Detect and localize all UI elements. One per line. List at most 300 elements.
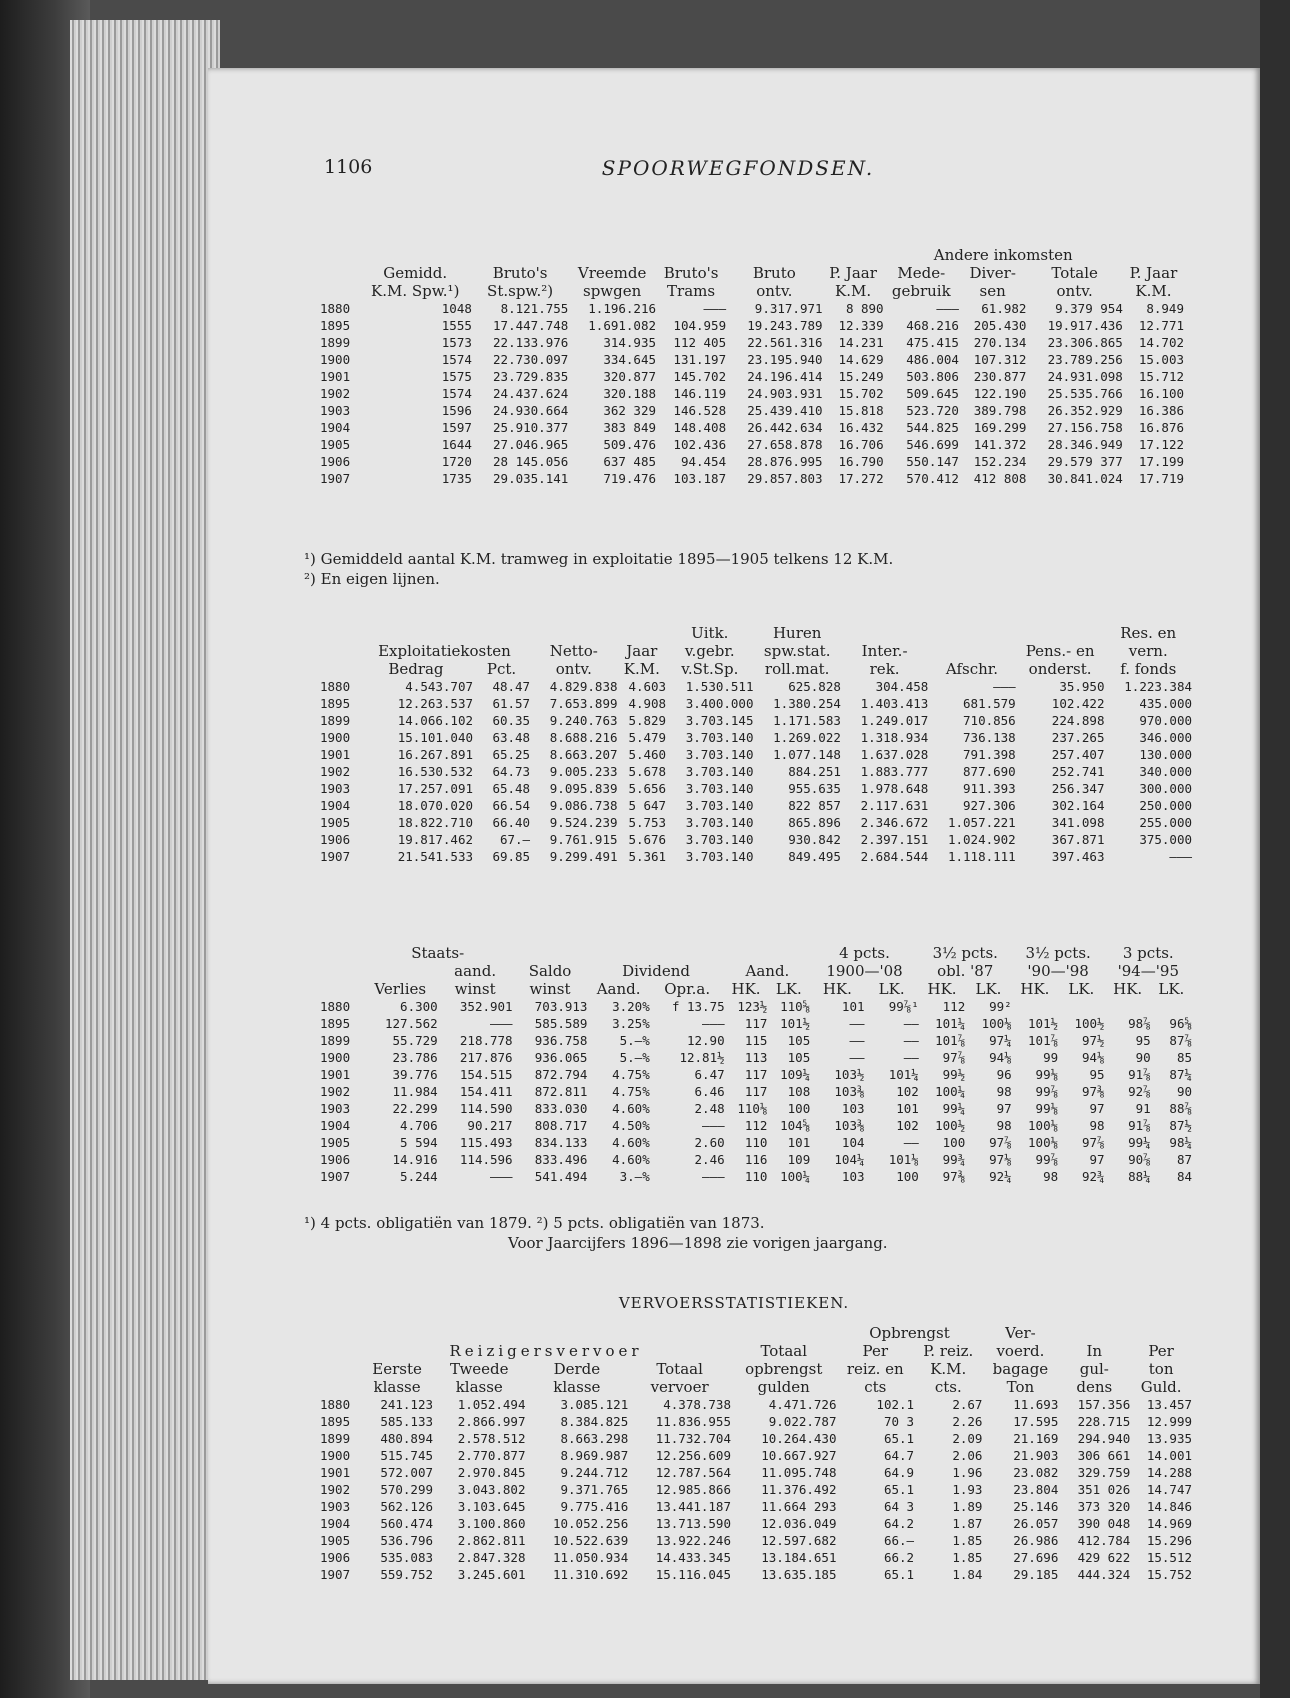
table-cell: 14.001 (1146, 1448, 1192, 1463)
table-cell: 97⅞ (942, 1050, 966, 1065)
table-cell: 12.999 (1146, 1414, 1192, 1429)
table-header-row (320, 282, 1184, 300)
year-cell: 1895 (320, 1016, 351, 1031)
table-cell: ——— (702, 1016, 725, 1031)
table-cell: 11.050.934 (552, 1550, 629, 1565)
table-cell: 17.257.091 (397, 781, 473, 796)
table-cell: 3.703.140 (685, 781, 754, 796)
year-cell: 1903 (320, 403, 351, 418)
table-cell: 1.530.511 (685, 679, 754, 694)
table-cell: 105 (787, 1033, 811, 1048)
table-cell: 2.60 (694, 1135, 725, 1150)
table-cell: 27.658.878 (747, 437, 823, 452)
table-cell: 101⅞ (1028, 1033, 1059, 1048)
table-cell: 98 (996, 1118, 1012, 1133)
header-cell: v.gebr. (684, 642, 735, 660)
table-cell: 19.243.789 (747, 318, 823, 333)
table-row (320, 1151, 1192, 1168)
table-cell: 257.407 (1051, 747, 1105, 762)
year-cell: 1905 (320, 1533, 351, 1548)
table-row (320, 351, 1184, 368)
table-cell: 4.543.707 (405, 679, 473, 694)
table-cell: 302.164 (1051, 798, 1105, 813)
table-cell: 95 (1135, 1033, 1151, 1048)
table-cell: 585.133 (380, 1414, 434, 1429)
table-cell: 25.146 (1013, 1499, 1059, 1514)
year-cell: 1899 (320, 1033, 351, 1048)
header-cell: Bruto (752, 264, 796, 282)
table-cell: 99½ (942, 1067, 966, 1082)
table-cell: 3.703.140 (685, 815, 754, 830)
table-cell: 1720 (441, 454, 472, 469)
table-cell: 92¼ (989, 1169, 1012, 1184)
table-cell: 69.85 (492, 849, 531, 864)
table-header-row (320, 1378, 1192, 1396)
table-cell: 5.829 (628, 713, 667, 728)
table-cell: 101 (787, 1135, 811, 1150)
header-cell: HK. (822, 980, 852, 998)
table-cell: 10.052.256 (552, 1516, 629, 1531)
table-cell (1058, 998, 1104, 1015)
header-cell: Inter.- (861, 642, 908, 660)
header-cell: 1900—'08 (826, 962, 903, 980)
table-cell: 96 (996, 1067, 1012, 1082)
header-cell: winst (529, 980, 571, 998)
table-cell: ——— (936, 301, 959, 316)
table-header-row (320, 1342, 1192, 1360)
table-cell: 681.579 (963, 696, 1016, 711)
table-row (320, 1083, 1192, 1100)
table-cell: —— (903, 1050, 919, 1065)
header-cell: sen (979, 282, 1006, 300)
table-cell: 97¼ (989, 1033, 1012, 1048)
table-cell: 3.703.140 (685, 798, 754, 813)
table-cell: 102 (896, 1118, 919, 1133)
table-cell: 104¼ (834, 1152, 865, 1167)
table-cell: 97⅜ (1082, 1084, 1105, 1099)
table-cell: 1.118.111 (947, 849, 1016, 864)
table-cell: 97 (1089, 1101, 1105, 1116)
table-cell: 475.415 (906, 335, 959, 350)
table-row (320, 1015, 1192, 1032)
table-cell: 17.595 (1013, 1414, 1059, 1429)
page-edges (70, 20, 220, 1680)
footnote: ¹) 4 pcts. obligatiën van 1879. ²) 5 pcts. obligatiën van 1873. (304, 1214, 765, 1232)
table-cell: 15.818 (838, 403, 884, 418)
header-cell: Vreemde (577, 264, 647, 282)
table-header-row (320, 1360, 1192, 1378)
table-cell: 2.866.997 (457, 1414, 526, 1429)
table-cell: 389.798 (973, 403, 1027, 418)
table-cell: 241.123 (380, 1397, 434, 1412)
table-cell: 15.101.040 (397, 730, 473, 745)
table-cell: 8.949 (1146, 301, 1184, 316)
header-cell: Uitk. (691, 624, 729, 642)
year-cell: 1907 (320, 1169, 351, 1184)
header-cell: K.M. (835, 282, 872, 300)
header-cell: St.spw.²) (487, 282, 554, 300)
header-cell: P. Jaar (829, 264, 877, 282)
table-cell: 1574 (441, 352, 472, 367)
table-cell: 5.678 (628, 764, 667, 779)
table-cell: 15.116.045 (655, 1567, 731, 1582)
header-cell: Netto- (549, 642, 598, 660)
table-cell: 113 (744, 1050, 768, 1065)
year-cell: 1904 (320, 1118, 351, 1133)
header-cell: Saldo (528, 962, 572, 980)
header-cell (320, 980, 363, 998)
table-cell: 95 (1089, 1067, 1105, 1082)
header-cell: onderst. (1028, 660, 1092, 678)
table-header-row (320, 944, 1192, 962)
table-cell: 8 890 (845, 301, 884, 316)
table-cell: 15.296 (1146, 1533, 1192, 1548)
header-cell: Afschr. (945, 660, 999, 678)
year-cell: 1904 (320, 798, 351, 813)
table-cell: 27.156.758 (1047, 420, 1123, 435)
table-cell: 87½ (1169, 1118, 1192, 1133)
year-cell: 1899 (320, 1431, 351, 1446)
header-cell: 3½ pcts. (932, 944, 998, 962)
table-cell: 1.171.583 (773, 713, 841, 728)
table-cell: 367.871 (1051, 832, 1105, 847)
table-cell: 390 048 (1077, 1516, 1131, 1531)
table-cell: 3.703.140 (685, 747, 754, 762)
table-cell: 1.269.022 (773, 730, 841, 745)
table-cell: 15.512 (1146, 1550, 1192, 1565)
table-cell: 13.635.185 (761, 1567, 837, 1582)
table-cell: 412 808 (973, 471, 1027, 486)
table-cell: 28.876.995 (747, 454, 823, 469)
table-cell: 865.896 (788, 815, 841, 830)
header-cell: Trams (667, 282, 716, 300)
table-header-row (320, 962, 1192, 980)
year-cell: 1907 (320, 471, 351, 486)
table-cell: 509.476 (603, 437, 656, 452)
year-cell: 1895 (320, 696, 351, 711)
table-cell: 109¼ (780, 1067, 811, 1082)
table-cell: 15.249 (838, 369, 884, 384)
table-cell: 12.597.682 (761, 1533, 837, 1548)
table-cell: 19.917.436 (1047, 318, 1123, 333)
table-cell: 1.89 (952, 1499, 983, 1514)
table-cell: 70 3 (883, 1414, 915, 1429)
table-cell: 87⅞ (1169, 1033, 1192, 1048)
header-cell: Per (862, 1342, 888, 1360)
table-row (320, 368, 1184, 385)
table-cell: 104 (841, 1135, 865, 1150)
table-cell: 1555 (441, 318, 472, 333)
table-cell: 13.922.246 (655, 1533, 731, 1548)
header-cell: gulden (757, 1378, 810, 1396)
header-cell (320, 660, 359, 678)
table-cell: 320.877 (603, 369, 656, 384)
table-cell: 98⅞ (1128, 1016, 1151, 1031)
table-cell: 117 (744, 1084, 768, 1099)
table-cell: 8.384.825 (560, 1414, 629, 1429)
table-cell: 5 594 (400, 1135, 438, 1150)
year-cell: 1905 (320, 815, 351, 830)
header-cell: bagage (992, 1360, 1049, 1378)
table-row (320, 695, 1192, 712)
year-cell: 1902 (320, 1482, 351, 1497)
table-cell: 429 622 (1077, 1550, 1131, 1565)
year-cell: 1905 (320, 437, 351, 452)
table-cell: 5.460 (628, 747, 667, 762)
table-cell: 14.747 (1146, 1482, 1192, 1497)
table-cell: 4.908 (628, 696, 667, 711)
table-cell: 3.085.121 (560, 1397, 629, 1412)
table-cell: 17.199 (1138, 454, 1184, 469)
table-cell: 16.432 (838, 420, 884, 435)
table-cell: 834.133 (534, 1135, 588, 1150)
table-cell: 3.20% (612, 999, 650, 1014)
table-cell: 6.300 (400, 999, 438, 1014)
table-cell: 1.87 (952, 1516, 983, 1531)
table-cell: 833.496 (534, 1152, 588, 1167)
table-cell: 103⅜ (834, 1084, 865, 1099)
table-cell: 1.380.254 (773, 696, 841, 711)
table-cell: 2.346.672 (860, 815, 929, 830)
table-cell: 24.437.624 (493, 386, 569, 401)
table-cell: 27.696 (1013, 1550, 1059, 1565)
table-cell: 13.935 (1146, 1431, 1192, 1446)
table-cell: 930.842 (788, 832, 841, 847)
table-cell: 2.117.631 (860, 798, 929, 813)
table-cell: 28.346.949 (1047, 437, 1123, 452)
header-cell (841, 624, 928, 642)
table-cell: 12.985.866 (655, 1482, 731, 1497)
table-cell: 4.471.726 (768, 1397, 837, 1412)
table-cell: 300.000 (1139, 781, 1192, 796)
table-cell: 64.73 (492, 764, 531, 779)
table-cell: 250.000 (1139, 798, 1192, 813)
table-row (320, 1100, 1192, 1117)
year-cell: 1906 (320, 1152, 351, 1167)
table-cell: 304.458 (875, 679, 929, 694)
table-row (320, 453, 1184, 470)
table-cell: 16.100 (1138, 386, 1184, 401)
table-cell: 100 (787, 1101, 811, 1116)
table-cell: 927.306 (963, 798, 1016, 813)
table-cell: 65.25 (492, 747, 531, 762)
table-cell: 15.712 (1138, 369, 1184, 384)
table-cell: 99⅞¹ (888, 999, 919, 1014)
table-cell: 11.664 293 (761, 1499, 837, 1514)
table-cell: 14.066.102 (397, 713, 473, 728)
table-cell: 1.249.017 (860, 713, 929, 728)
table-cell: 87¼ (1169, 1067, 1192, 1082)
table-cell (1012, 998, 1058, 1015)
table-cell: 105 (787, 1050, 811, 1065)
header-cell: '94—'95 (1117, 962, 1179, 980)
year-cell: 1895 (320, 1414, 351, 1429)
table-cell: 224.898 (1051, 713, 1105, 728)
table-cell: 123½ (737, 999, 768, 1014)
table-cell: 63.48 (492, 730, 531, 745)
header-cell: Tweede (449, 1360, 509, 1378)
header-cell: vern. (1128, 642, 1168, 660)
table-cell: 4.75% (612, 1067, 650, 1082)
header-cell: klasse (373, 1378, 421, 1396)
table-cell: 9.761.915 (549, 832, 618, 847)
table-header-row (320, 624, 1192, 642)
table-cell: 18.070.020 (397, 798, 473, 813)
header-cell: Res. en (1120, 624, 1177, 642)
header-cell: Bruto's (492, 264, 548, 282)
table-cell: 102.422 (1051, 696, 1105, 711)
table-cell: 1574 (441, 386, 472, 401)
table-cell: 29.579 377 (1047, 454, 1123, 469)
table-cell: —— (849, 1050, 865, 1065)
table-cell: 3.245.601 (457, 1567, 526, 1582)
table-cell: 101 (841, 999, 865, 1014)
table-cell: 103.187 (673, 471, 727, 486)
table-cell: 23.729.835 (493, 369, 569, 384)
table-cell: 61.982 (981, 301, 1027, 316)
table-cell: 97 (1089, 1152, 1105, 1167)
table-cell: 12.263.537 (397, 696, 473, 711)
header-cell: K.M. (623, 660, 660, 678)
table-cell: 19.817.462 (397, 832, 473, 847)
table-cell: 17.272 (838, 471, 884, 486)
table-cell: 23.306.865 (1047, 335, 1123, 350)
table-cell: 97⅞ (989, 1135, 1012, 1150)
table-cell: 412.784 (1077, 1533, 1131, 1548)
table-row (320, 1430, 1192, 1447)
table-cell: 157.356 (1077, 1397, 1131, 1412)
header-cell: Pens.- en (1025, 642, 1095, 660)
table-cell: 5.361 (628, 849, 667, 864)
table-cell: 11.732.704 (655, 1431, 731, 1446)
table-cell: 94⅛ (1082, 1050, 1105, 1065)
table-cell: 99⅞ (1035, 1084, 1059, 1099)
header-cell: Bruto's (663, 264, 719, 282)
table-cell: 97⅞ (1082, 1135, 1105, 1150)
table-cell: 1.93 (952, 1482, 983, 1497)
table-cell: 122.190 (973, 386, 1027, 401)
table-cell: 24.931.098 (1047, 369, 1123, 384)
table-cell: 970.000 (1139, 713, 1192, 728)
table-cell: 4.706 (400, 1118, 438, 1133)
table-cell: 2.847.328 (457, 1550, 526, 1565)
header-cell: Opr.a. (664, 980, 711, 998)
header-cell: LK. (1068, 980, 1095, 998)
table-cell: 23.804 (1013, 1482, 1059, 1497)
table-cell: 550.147 (906, 454, 959, 469)
year-cell: 1901 (320, 1465, 351, 1480)
table-cell: 103 (841, 1169, 865, 1184)
table-cell: 719.476 (603, 471, 656, 486)
header-cell: opbrengst (745, 1360, 823, 1378)
table-revenue (320, 246, 1184, 487)
table-cell: 114.596 (459, 1152, 513, 1167)
table-cell (1151, 998, 1192, 1015)
table-cell: 97⅛ (989, 1152, 1012, 1167)
table-cell: 2.26 (952, 1414, 983, 1429)
table-cell: 16.706 (838, 437, 884, 452)
table-cell: 101 (896, 1101, 919, 1116)
header-cell (320, 624, 359, 642)
header-cell: 4 pcts. (839, 944, 890, 962)
table-cell: 1.96 (952, 1465, 983, 1480)
header-cell: spwgen (583, 282, 642, 300)
table-cell: 256.347 (1051, 781, 1105, 796)
table-row (320, 1413, 1192, 1430)
table-cell: 8.663.207 (549, 747, 618, 762)
table-cell: 625.828 (788, 679, 841, 694)
header-cell: spw.stat. (763, 642, 831, 660)
table-cell: 822 857 (788, 798, 841, 813)
table-cell: 98 (1089, 1118, 1105, 1133)
header-cell: LK. (975, 980, 1002, 998)
table-cell: 100 (896, 1169, 919, 1184)
year-cell: 1907 (320, 1567, 351, 1582)
table-cell: 3.703.140 (685, 764, 754, 779)
table-cell: 15.702 (838, 386, 884, 401)
table-cell: 26.057 (1013, 1516, 1059, 1531)
table-cell: 30.841.024 (1047, 471, 1123, 486)
year-cell: 1900 (320, 1448, 351, 1463)
table-cell: 3.400.000 (685, 696, 754, 711)
table-cell: 65.1 (883, 1482, 915, 1497)
table-cell: 102.1 (876, 1397, 915, 1412)
table-cell: 99⅛ (1035, 1101, 1059, 1116)
table-cell: 23.789.256 (1047, 352, 1123, 367)
table-cell: 13.457 (1146, 1397, 1192, 1412)
header-cell (928, 624, 1015, 642)
table-cell: 6.46 (694, 1084, 725, 1099)
table-exploitation (320, 624, 1192, 865)
header-cell: Reizigersvervoer (449, 1342, 643, 1360)
table-cell: 14.288 (1146, 1465, 1192, 1480)
table-cell: 2.970.845 (457, 1465, 526, 1480)
table-cell: 101¼ (888, 1067, 919, 1082)
table-cell: 61.57 (492, 696, 531, 711)
table-cell: 15.003 (1138, 352, 1184, 367)
table-cell: 100½ (935, 1118, 966, 1133)
table-cell: 25.439.410 (747, 403, 823, 418)
table-cell: —— (849, 1016, 865, 1031)
table-cell: 15.752 (1146, 1567, 1192, 1582)
table-cell: 736.138 (963, 730, 1016, 745)
table-cell: 12.339 (838, 318, 884, 333)
table-cell: 131.197 (673, 352, 727, 367)
header-cell: reiz. en (846, 1360, 904, 1378)
table-cell: 13.713.590 (655, 1516, 731, 1531)
header-cell: Totale (1051, 264, 1098, 282)
table-cell: 14.846 (1146, 1499, 1192, 1514)
header-cell: Huren (772, 624, 822, 642)
table-cell: 9.299.491 (549, 849, 618, 864)
table-cell: 84 (1176, 1169, 1192, 1184)
table-cell: 99² (989, 999, 1012, 1014)
table-cell: 9.379 954 (1055, 301, 1123, 316)
table-cell: 16.790 (838, 454, 884, 469)
table-cell: 110 (744, 1135, 768, 1150)
page-number: 1106 (324, 156, 373, 178)
header-cell (618, 624, 667, 642)
table-cell: 22.561.316 (747, 335, 823, 350)
header-cell: klasse (553, 1378, 601, 1396)
table-cell: 12.81½ (679, 1050, 725, 1065)
header-cell: Eerste (372, 1360, 422, 1378)
year-cell: 1900 (320, 352, 351, 367)
table-row (320, 334, 1184, 351)
header-cell: voerd. (996, 1342, 1045, 1360)
table-cell: 3.703.140 (685, 730, 754, 745)
header-cell: Ton (1006, 1378, 1035, 1396)
